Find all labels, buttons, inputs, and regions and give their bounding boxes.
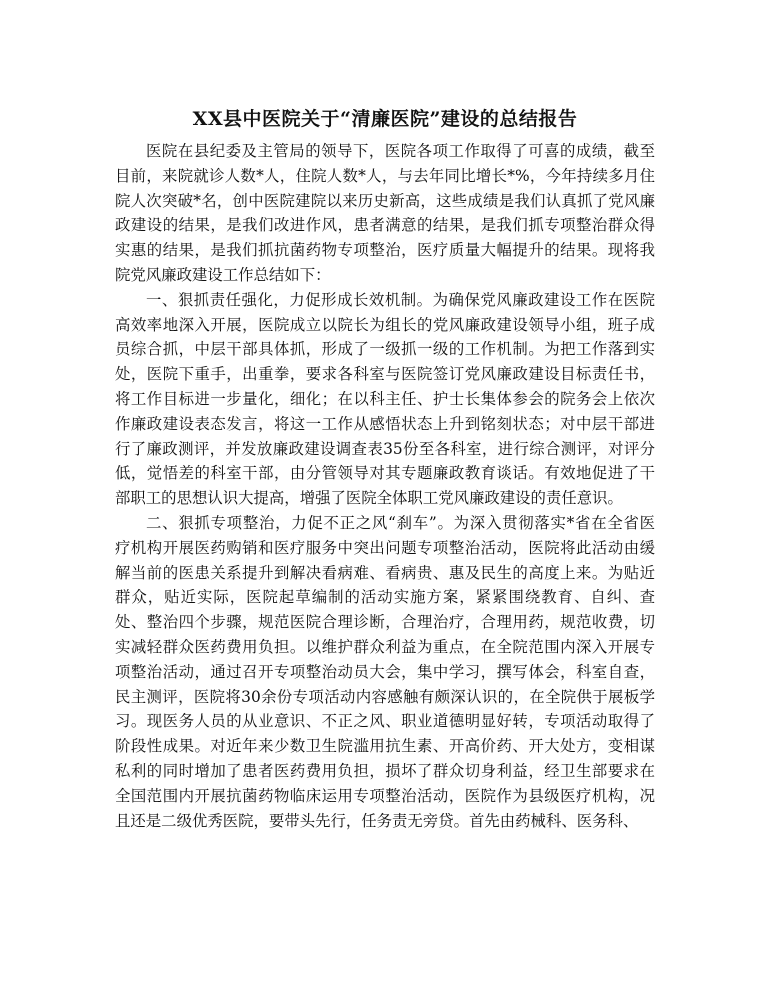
paragraph-line: 群众，贴近实际，医院起草编制的活动实施方案，紧紧围绕教育、自纠、查 [115,588,655,607]
paragraph-line: 阶段性成果。对近年来少数卫生院滥用抗生素、开高价药、开大处方，变相谋 [115,737,655,756]
paragraph-line: 低，觉悟差的科室干部，由分管领导对其专题廉政教育谈话。有效地促进了干 [115,464,655,483]
paragraph-line: 行了廉政测评，并发放廉政建设调查表35份至各科室，进行综合测评，对评分 [115,439,655,458]
paragraph-line: 目前，来院就诊人数*人，住院人数*人，与去年同比增长*%，今年持续多月住 [115,166,655,185]
paragraph-line: 医院在县纪委及主管局的领导下，医院各项工作取得了可喜的成绩，截至 [146,142,655,160]
paragraph-line: 院党风廉政建设工作总结如下： [115,265,331,284]
document-title: XX县中医院关于“清廉医院”建设的总结报告 [192,108,578,130]
paragraph-line: 项整治活动，通过召开专项整治动员大会，集中学习，撰写体会，科室自查， [115,662,655,681]
paragraph-line: 政建设的结果，是我们改进作风，患者满意的结果，是我们抓专项整治群众得 [115,216,655,235]
paragraph-line: 处，医院下重手，出重拳，要求各科室与医院签订党风廉政建设目标责任书， [115,365,655,384]
paragraph-line: 处、整治四个步骤，规范医院合理诊断，合理治疗，合理用药，规范收费，切 [115,613,655,632]
paragraph-line: 高效率地深入开展，医院成立以院长为组长的党风廉政建设领导小组，班子成 [115,315,655,334]
paragraph-line: 将工作目标进一步量化，细化；在以科主任、护士长集体参会的院务会上依次 [115,389,655,408]
paragraph-line: 解当前的医患关系提升到解决看病难、看病贵、惠及民生的高度上来。为贴近 [115,563,655,582]
paragraph-line: 民主测评，医院将30余份专项活动内容感触有颇深认识的，在全院供于展板学 [115,687,655,706]
paragraph-line: 院人次突破*名，创中医院建院以来历史新高，这些成绩是我们认真抓了党风廉 [115,191,655,210]
paragraph-line: 私利的同时增加了患者医药费用负担，损坏了群众切身利益，经卫生部要求在 [115,761,655,780]
paragraph-line: 习。现医务人员的从业意识、不正之风、职业道德明显好转，专项活动取得了 [115,712,655,731]
document-body [115,139,655,833]
paragraph-line: 实惠的结果，是我们抓抗菌药物专项整治，医疗质量大幅提升的结果。现将我 [115,241,655,260]
paragraph-line: 部职工的思想认识大提高，增强了医院全体职工党风廉政建设的责任意识。 [115,489,623,508]
paragraph-line: 二、狠抓专项整治，力促不正之风“刹车”。为深入贯彻落实*省在全省医 [146,513,655,532]
paragraph-line: 作廉政建设表态发言，将这一工作从感悟状态上升到铭刻状态；对中层干部进 [115,414,655,433]
paragraph-line: 全国范围内开展抗菌药物临床运用专项整治活动，医院作为县级医疗机构，况 [115,786,655,805]
paragraph-line: 实减轻群众医药费用负担。以维护群众利益为重点，在全院范围内深入开展专 [115,637,655,656]
paragraph [115,139,655,288]
paragraph [115,511,655,833]
paragraph-line: 一、狠抓责任强化，力促形成长效机制。为确保党风廉政建设工作在医院 [146,290,655,309]
paragraph-line: 疗机构开展医药购销和医疗服务中突出问题专项整治活动，医院将此活动由缓 [115,538,655,557]
paragraph [115,288,655,511]
paragraph-line: 员综合抓，中层干部具体抓，形成了一级抓一级的工作机制。为把工作落到实 [115,340,655,359]
paragraph-line: 且还是二级优秀医院，要带头先行，任务责无旁贷。首先由药械科、医务科、 [115,811,639,830]
